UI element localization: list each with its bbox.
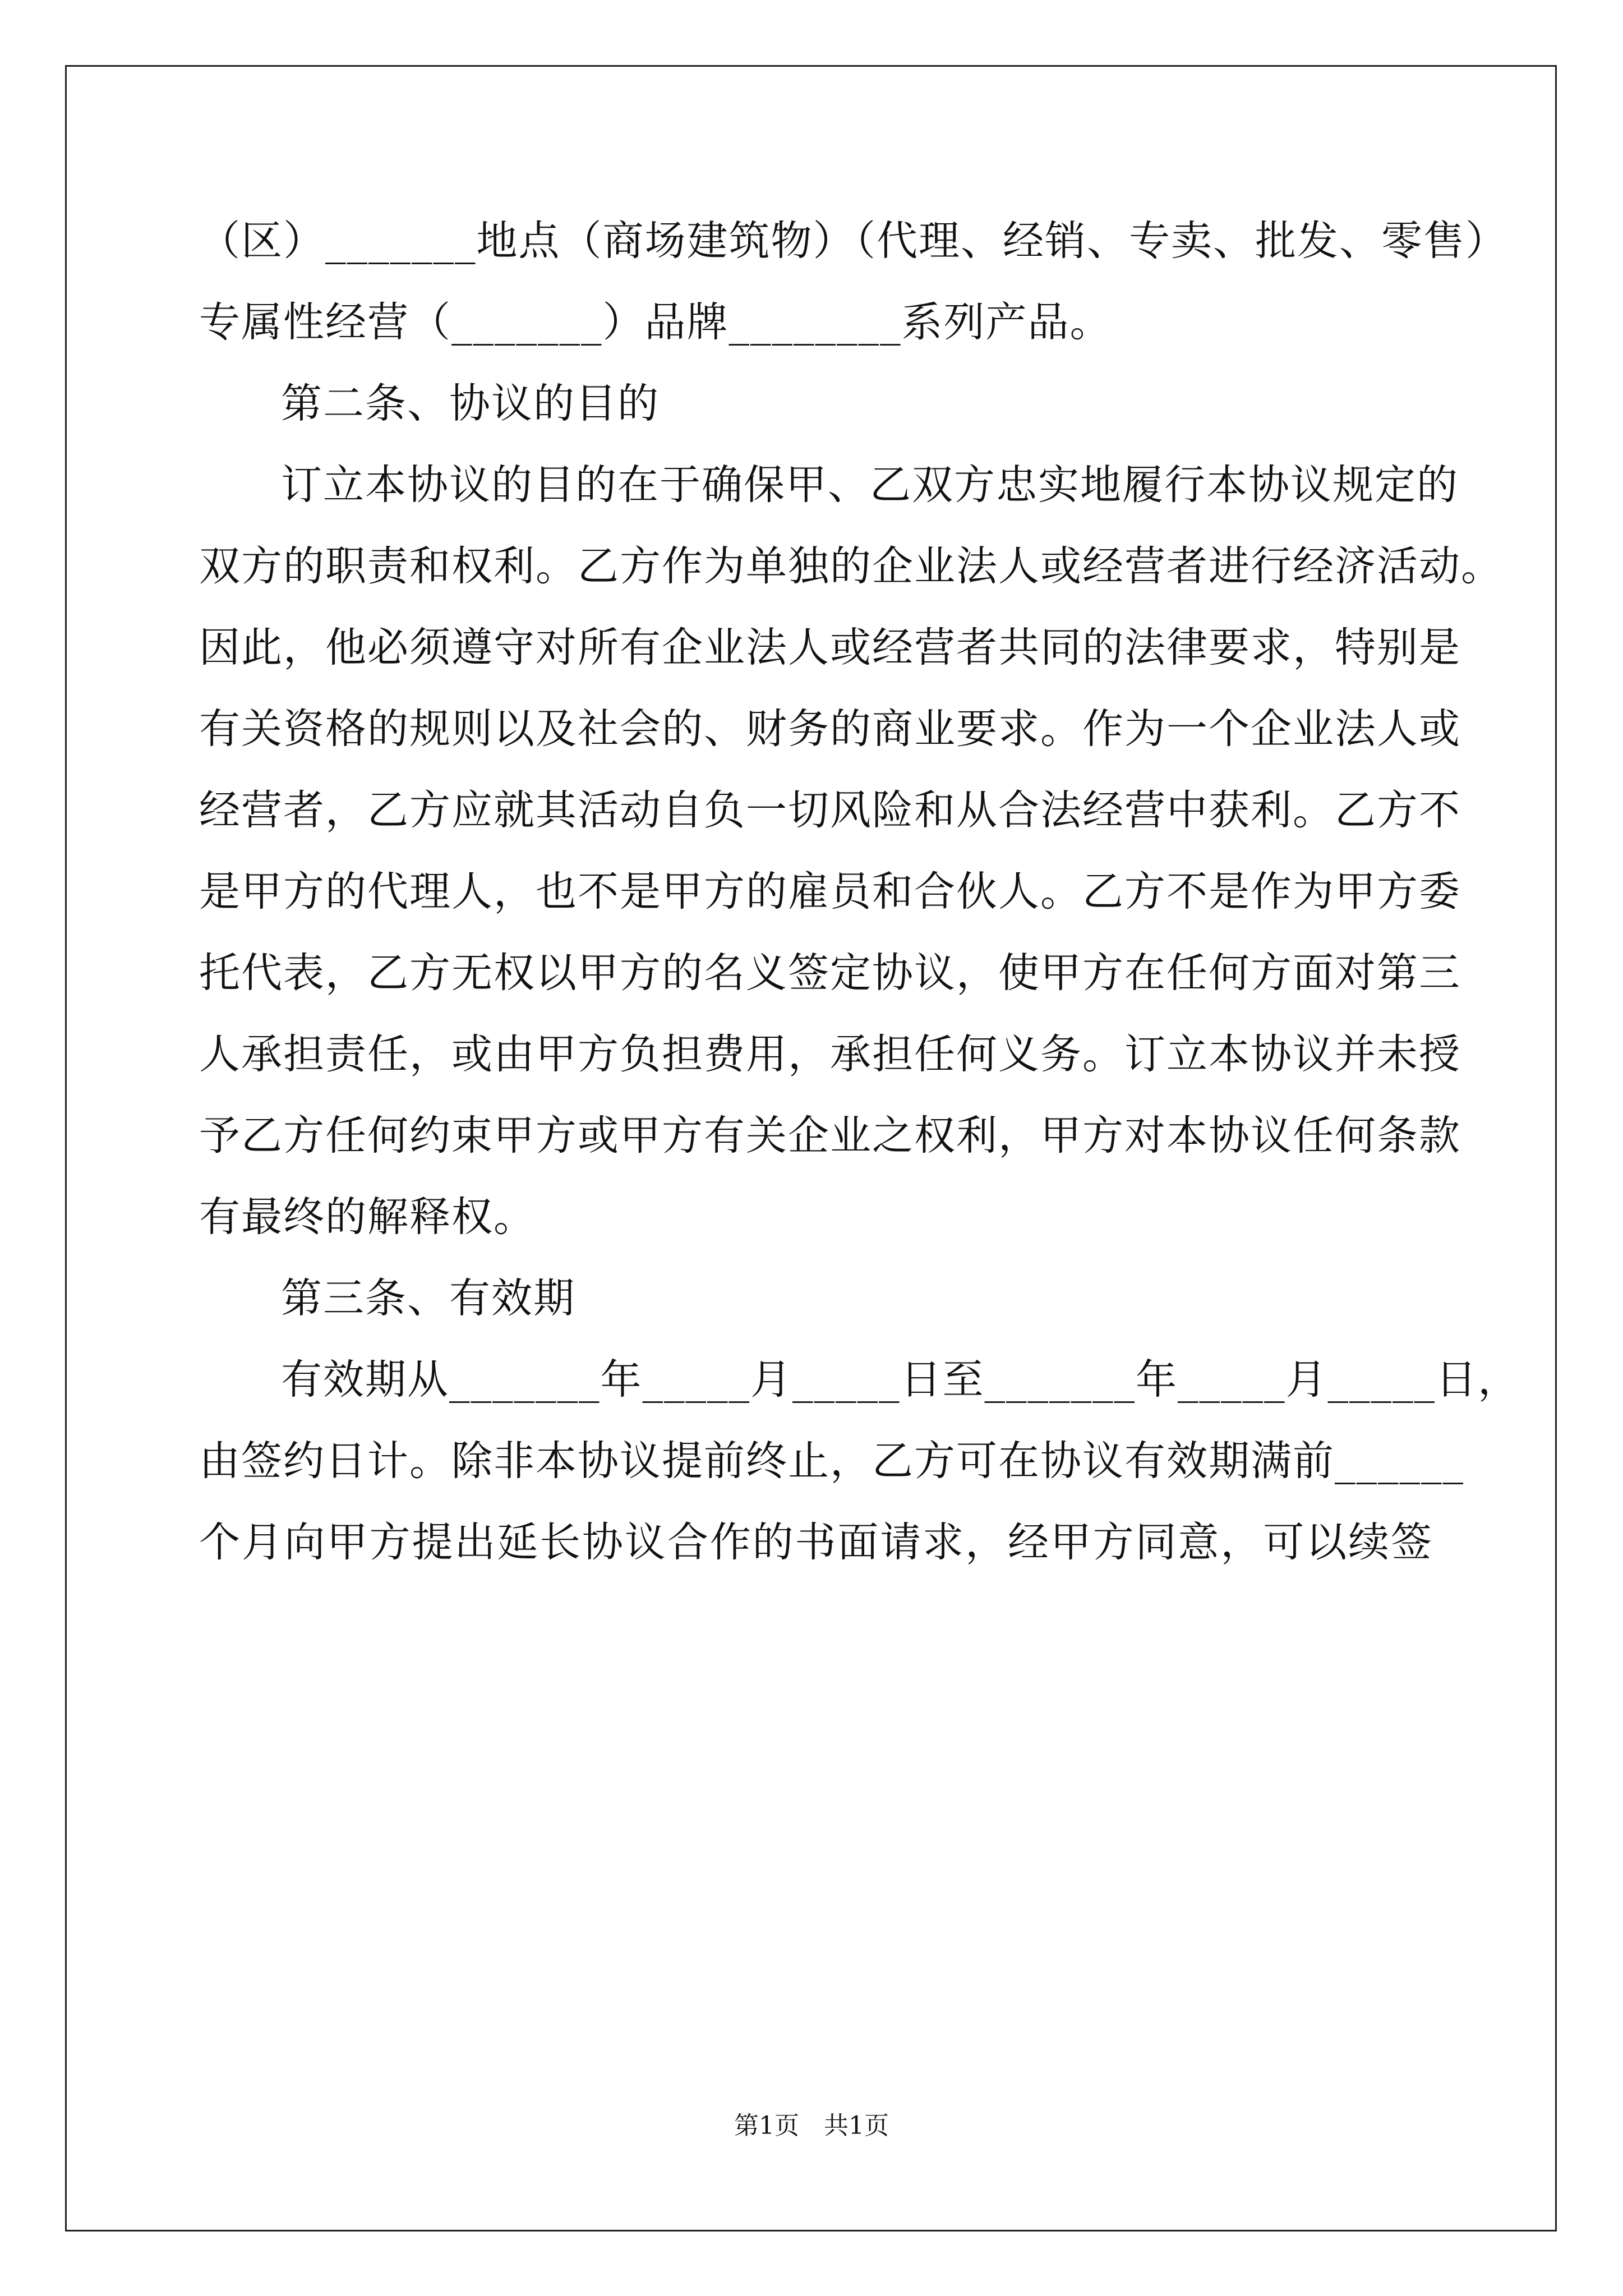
text-line: 予乙方任何约束甲方或甲方有关企业之权利，甲方对本协议任何条款: [199, 1112, 1461, 1159]
text-line: 是甲方的代理人，也不是甲方的雇员和合伙人。乙方不是作为甲方委: [199, 868, 1461, 915]
text-line: 有效期从_______年_____月_____日至_______年_____月_____日，: [281, 1356, 1520, 1404]
text-line: 专属性经营（_______）品牌________系列产品。: [199, 298, 1112, 346]
text-line: 经营者，乙方应就其活动自负一切风险和从合法经营中获利。乙方不: [199, 786, 1461, 834]
text-line: 由签约日计。除非本协议提前终止，乙方可在协议有效期满前______: [199, 1437, 1464, 1485]
page-number: 第1页 共1页: [734, 2111, 889, 2140]
text-line: 有最终的解释权。: [199, 1193, 536, 1241]
text-line: 因此，他必须遵守对所有企业法人或经营者共同的法律要求，特别是: [199, 624, 1461, 671]
text-line: 人承担责任，或由甲方负担费用，承担任何义务。订立本协议并未授: [199, 1030, 1461, 1078]
page-footer: [0, 2109, 1623, 2143]
section-heading: 第三条、有效期: [281, 1274, 575, 1322]
text-line: （区）_______地点（商场建筑物）（代理、经销、专卖、批发、零售）: [199, 217, 1507, 265]
text-line: 双方的职责和权利。乙方作为单独的企业法人或经营者进行经济活动。: [199, 542, 1503, 590]
text-line: 托代表，乙方无权以甲方的名义签定协议，使甲方在任何方面对第三: [199, 949, 1461, 997]
text-line: 个月向甲方提出延长协议合作的书面请求，经甲方同意，可以续签: [199, 1519, 1433, 1566]
text-line: 有关资格的规则以及社会的、财务的商业要求。作为一个企业法人或: [199, 705, 1461, 753]
text-line: 订立本协议的目的在于确保甲、乙双方忠实地履行本协议规定的: [281, 461, 1459, 509]
section-heading: 第二条、协议的目的: [281, 380, 660, 427]
